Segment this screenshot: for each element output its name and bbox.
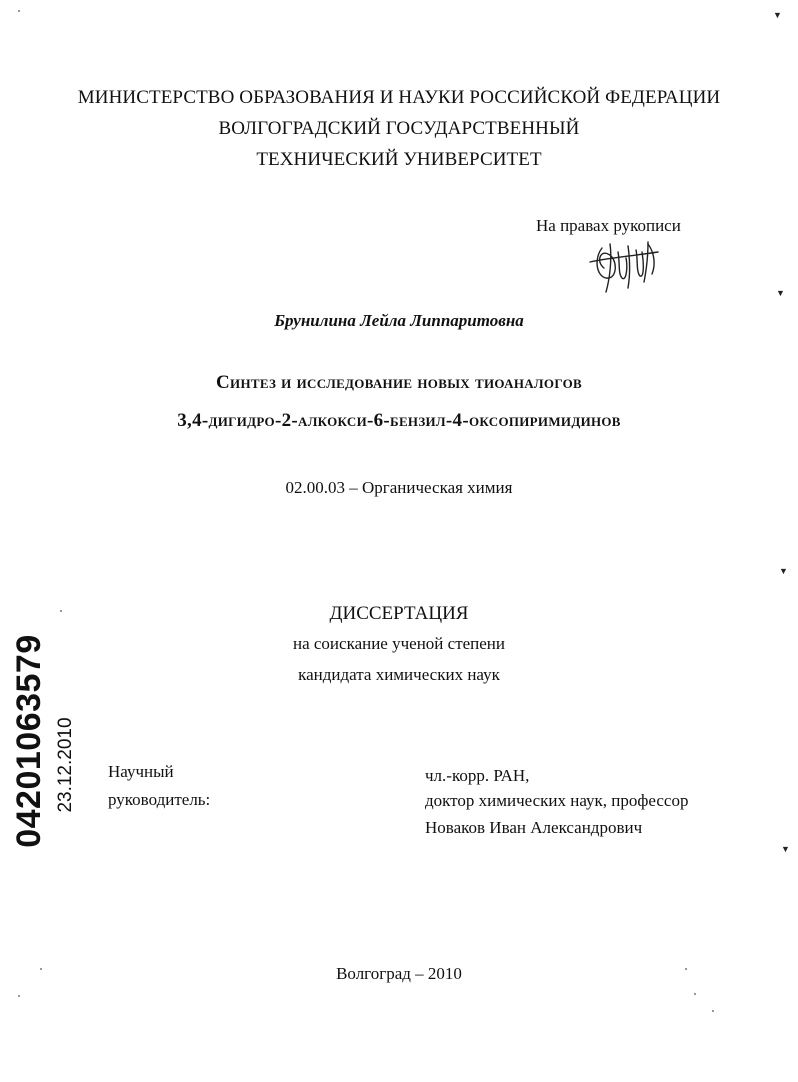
supervisor-name: Новаков Иван Александрович (425, 818, 643, 837)
library-stamp-date: 23.12.2010 (55, 717, 76, 813)
scan-speck (60, 610, 62, 612)
scan-speck (694, 993, 696, 995)
dissertation-label: ДИССЕРТАЦИЯ (329, 603, 469, 624)
scan-speck (712, 1010, 714, 1012)
supervisor-degree: доктор химических наук, профессор (425, 791, 689, 810)
author-name: Брунилина Лейла Липпаритовна (274, 311, 524, 330)
scan-speck (685, 968, 687, 970)
supervisor-label-line2: руководитель: (108, 790, 211, 809)
degree-line2: кандидата химических наук (298, 665, 500, 684)
supervisor-title: чл.-корр. РАН, (425, 766, 530, 785)
specialty: 02.00.03 – Органическая химия (285, 478, 513, 497)
city-year: Волгоград – 2010 (336, 964, 462, 983)
scan-speck (40, 968, 42, 970)
university-name-line2: ТЕХНИЧЕСКИЙ УНИВЕРСИТЕТ (256, 149, 542, 170)
university-name-line1: ВОЛГОГРАДСКИЙ ГОСУДАРСТВЕННЫЙ (218, 118, 580, 139)
scan-mark-icon: ▼ (779, 566, 788, 576)
degree-line1: на соискание ученой степени (292, 634, 506, 653)
scan-speck (18, 995, 20, 997)
scan-mark-icon: ▼ (781, 844, 790, 854)
library-stamp-number: 04201063579 (10, 634, 48, 848)
scan-speck (18, 10, 20, 12)
scan-mark-icon: ▼ (773, 10, 782, 20)
ministry-name: МИНИСТЕРСТВО ОБРАЗОВАНИЯ И НАУКИ РОССИЙСКОЙ ФЕДЕРАЦИИ (77, 87, 721, 108)
rights-note: На правах рукописи (536, 216, 681, 235)
supervisor-label-line1: Научный (108, 762, 174, 781)
dissertation-title-line2: 3,4-дигидро-2-алкокси-6-бензил-4-оксопиримидинов (177, 410, 621, 431)
scan-mark-icon: ▼ (776, 288, 785, 298)
dissertation-title-line1: Синтез и исследование новых тиоаналогов (216, 372, 582, 393)
signature-icon (588, 238, 668, 294)
